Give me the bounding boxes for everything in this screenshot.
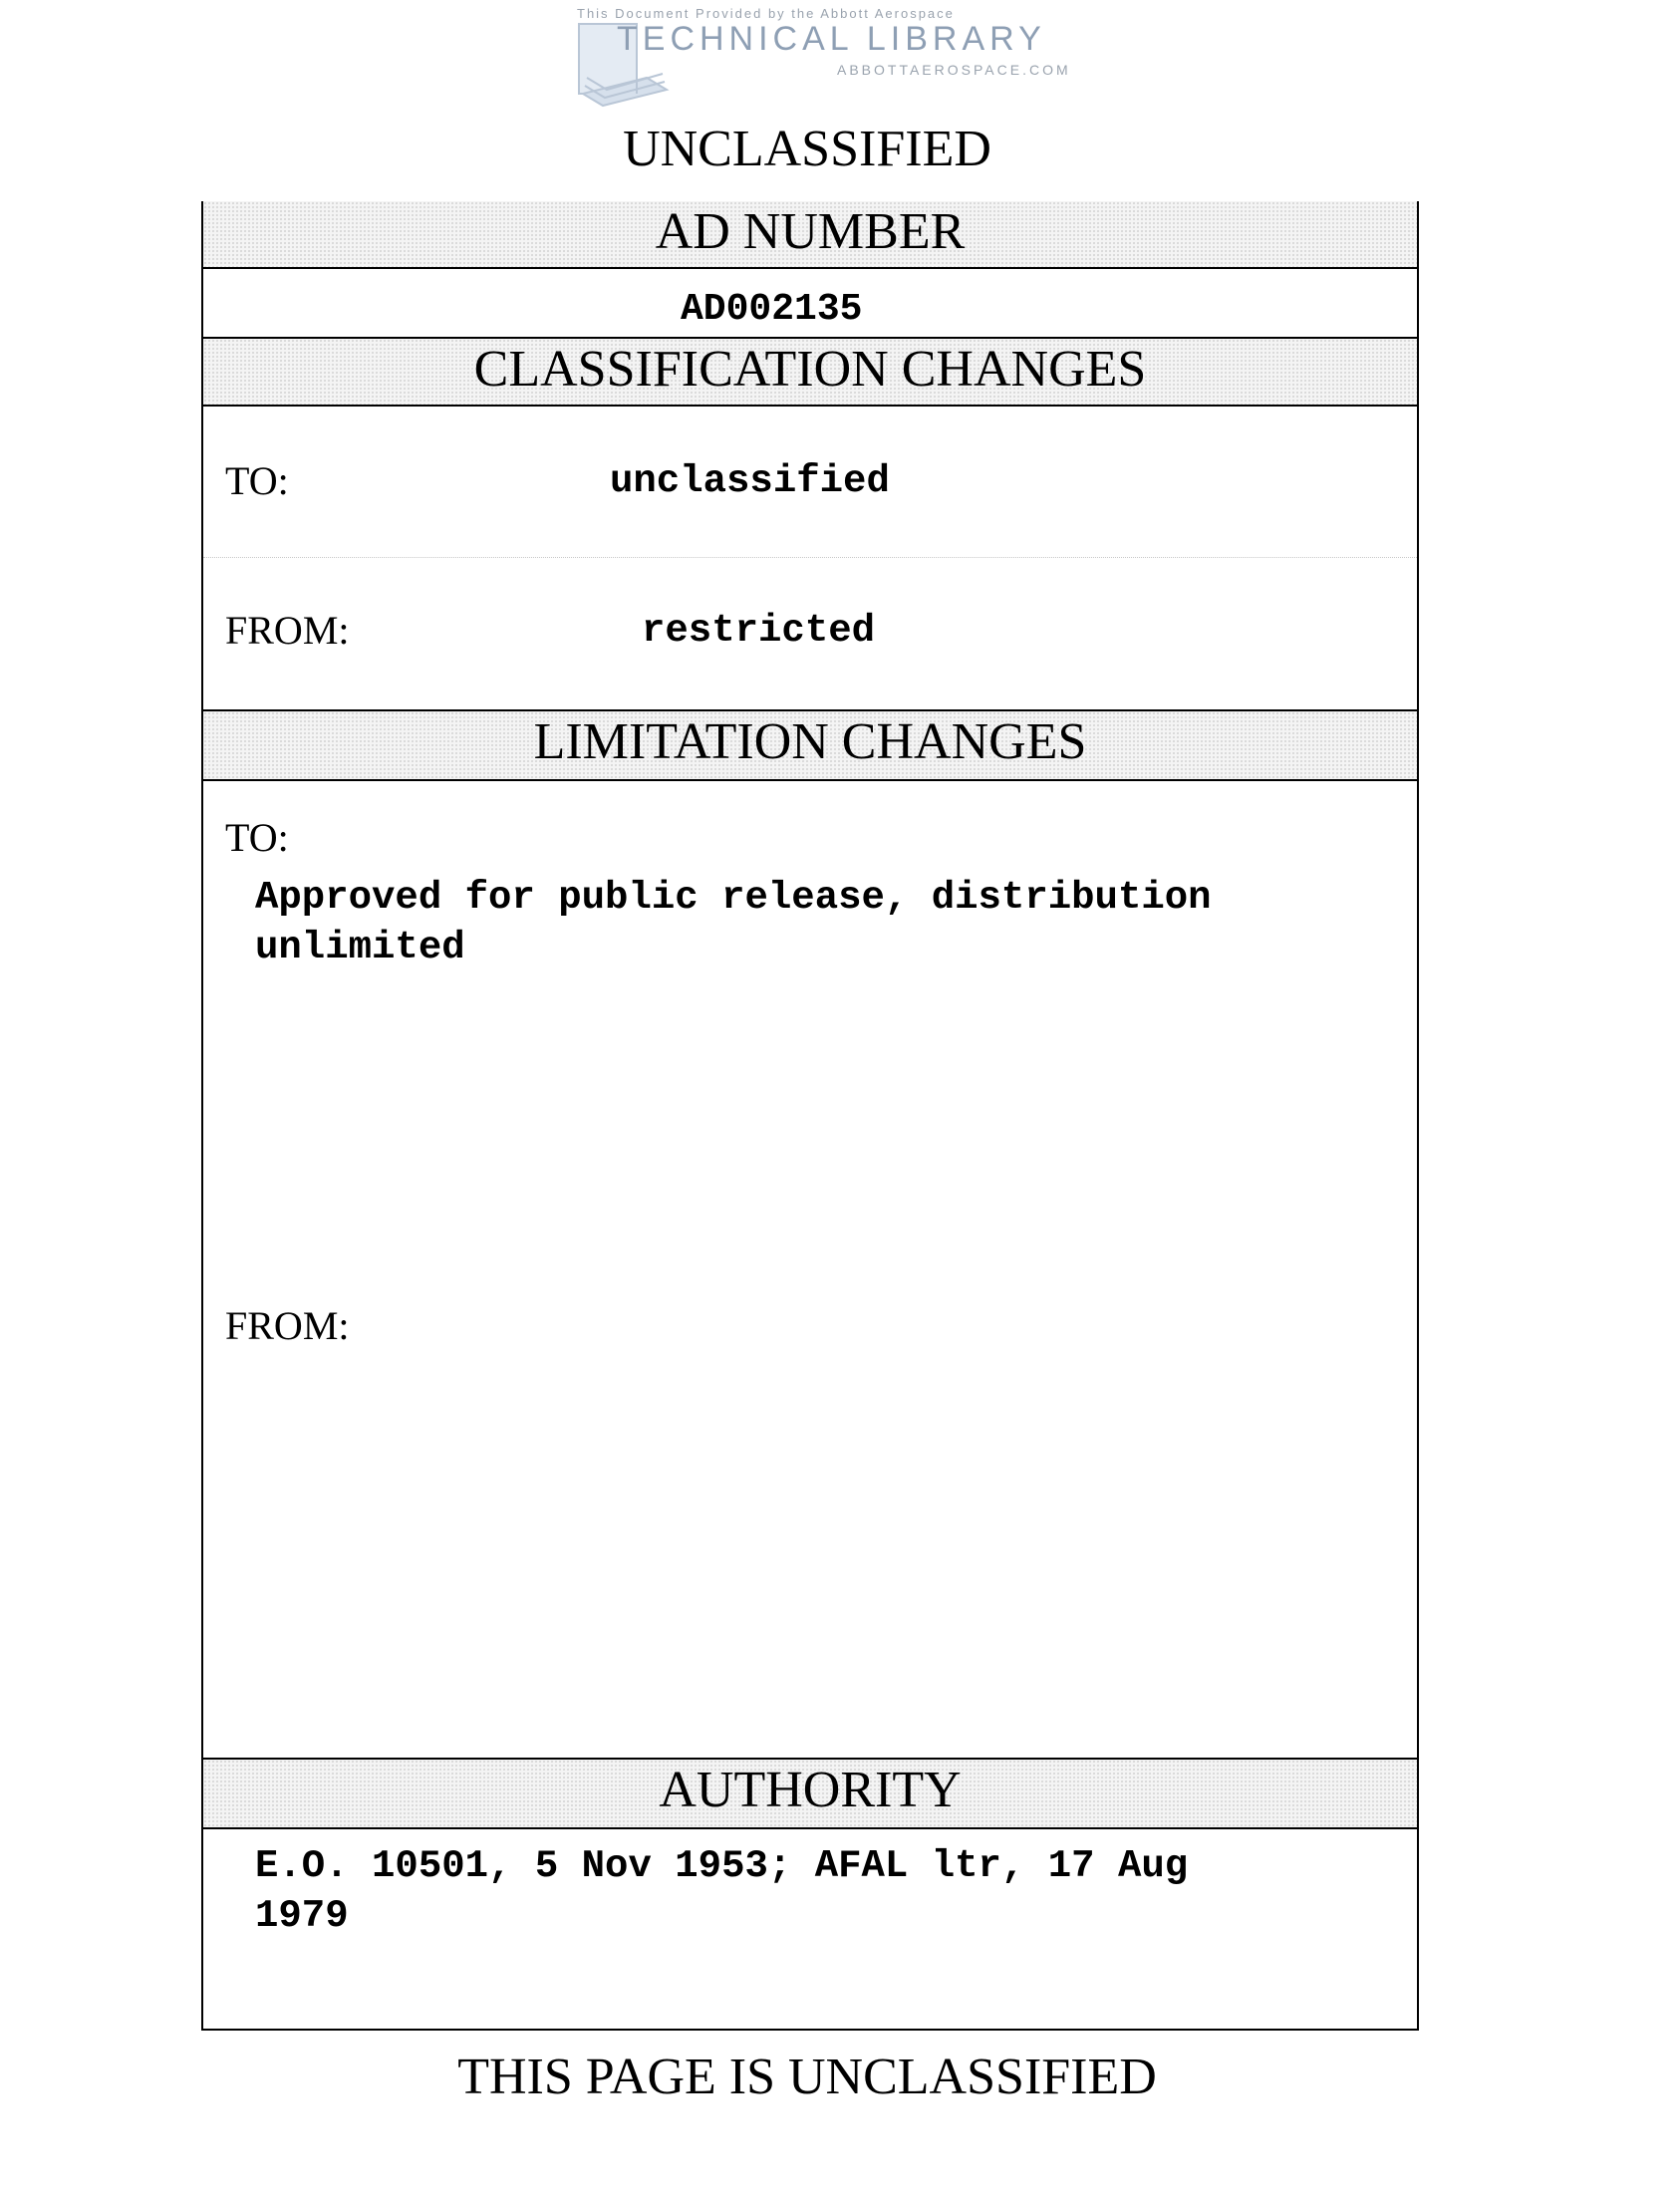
ad-number-value: AD002135 (681, 288, 863, 331)
bottom-classification: THIS PAGE IS UNCLASSIFIED (457, 2049, 1157, 2105)
classification-to-value: unclassified (610, 459, 890, 503)
watermark-provided-by: This Document Provided by the Abbott Aerospace (577, 6, 955, 21)
authority-header: AUTHORITY (659, 1762, 962, 1818)
classification-from-value: restricted (642, 609, 876, 653)
ad-number-header: AD NUMBER (655, 203, 966, 260)
watermark-title: TECHNICAL LIBRARY (617, 20, 1046, 58)
form-box (201, 201, 1419, 2031)
watermark-url: ABBOTTAEROSPACE.COM (837, 62, 1071, 78)
limitation-to-value-line2: unlimited (255, 926, 465, 969)
limitation-to-label: TO: (225, 815, 289, 860)
limitation-changes-header: LIMITATION CHANGES (533, 713, 1087, 770)
limitation-from-label: FROM: (225, 1303, 350, 1348)
top-classification: UNCLASSIFIED (623, 121, 991, 177)
classification-changes-header: CLASSIFICATION CHANGES (473, 341, 1147, 398)
limitation-to-value-line1: Approved for public release, distribution (255, 876, 1212, 920)
classification-changes-header-band (203, 337, 1417, 407)
classification-divider (203, 557, 1417, 558)
authority-value-line1: E.O. 10501, 5 Nov 1953; AFAL ltr, 17 Aug (255, 1844, 1189, 1888)
ad-number-header-band (203, 201, 1417, 269)
authority-header-band (203, 1758, 1417, 1829)
classification-from-label: FROM: (225, 608, 350, 653)
classification-to-label: TO: (225, 458, 289, 503)
authority-value-line2: 1979 (255, 1894, 349, 1938)
limitation-changes-header-band (203, 709, 1417, 781)
library-watermark (573, 4, 1111, 114)
